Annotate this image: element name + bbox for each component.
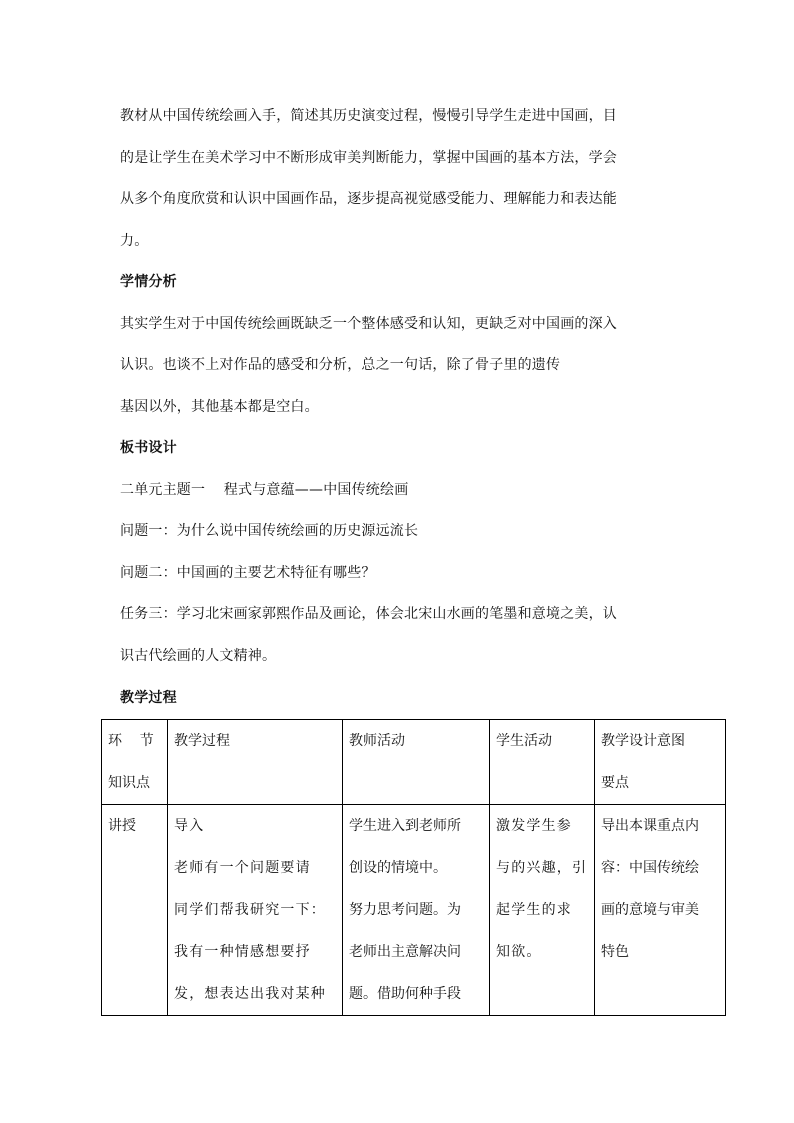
header-section-line-1: 环 节 (108, 733, 154, 749)
teacher-line-3: 努力思考问题。为 (349, 902, 461, 918)
student-line-2: 与的兴趣，引 (496, 860, 588, 876)
process-line-2: 老师有一个问题要请 (174, 860, 311, 876)
intro-line-1: 教材从中国传统绘画入手，简述其历史演变过程，慢慢引导学生走进中国画，目 (120, 108, 617, 124)
header-cell-process (168, 720, 343, 805)
cell-process (168, 805, 343, 1016)
teacher-line-1: 学生进入到老师所 (349, 818, 461, 834)
header-cell-section (102, 720, 168, 805)
student-line-4: 知欲。 (496, 944, 542, 960)
student-line-3: 起学生的求 (496, 902, 572, 918)
intro-line-2: 的是让学生在美术学习中不断形成审美判断能力，掌握中国画的基本方法，学会 (120, 150, 617, 166)
board-design-line-5: 识古代绘画的人文精神。 (120, 648, 277, 664)
learner-analysis-line-2: 认识。也谈不上对作品的感受和分析，总之一句话，除了骨子里的遗传 (120, 357, 561, 373)
header-section-line-2: 知识点 (108, 775, 150, 791)
header-student-label: 学生活动 (496, 733, 552, 749)
board-design-line-1: 二单元主题一 程式与意蕴——中国传统绘画 (120, 482, 409, 498)
header-process-label: 教学过程 (174, 733, 230, 749)
cell-section (102, 805, 168, 1016)
board-design-heading: 板书设计 (120, 440, 177, 456)
process-line-3: 同学们帮我研究一下： (174, 902, 326, 918)
learner-analysis-heading: 学情分析 (120, 274, 177, 290)
header-cell-student (490, 720, 595, 805)
header-cell-intent (595, 720, 726, 805)
process-line-4: 我有一种情感想要抒 (174, 944, 311, 960)
cell-student (490, 805, 595, 1016)
student-line-1: 激发学生参 (496, 818, 572, 834)
board-design-line-3: 问题二：中国画的主要艺术特征有哪些？ (120, 565, 376, 581)
teaching-process-table (101, 719, 726, 1016)
teacher-line-5: 题。借助何种手段 (349, 986, 461, 1002)
learner-analysis-line-1: 其实学生对于中国传统绘画既缺乏一个整体感受和认知，更缺乏对中国画的深入 (120, 316, 617, 332)
cell-intent (595, 805, 726, 1016)
process-line-5: 发，想表达出我对某种 (174, 986, 326, 1002)
board-design-line-2: 问题一：为什么说中国传统绘画的历史源远流长 (120, 523, 419, 539)
intent-line-4: 特色 (601, 944, 629, 960)
intent-line-3: 画的意境与审美 (601, 902, 699, 918)
header-intent-line-1: 教学设计意图 (601, 733, 685, 749)
teacher-line-4: 老师出主意解决问 (349, 944, 461, 960)
process-line-1: 导入 (174, 818, 205, 834)
intent-line-2: 容：中国传统绘 (601, 860, 699, 876)
header-cell-teacher (343, 720, 490, 805)
header-intent-line-2: 要点 (601, 775, 629, 791)
intro-line-3: 从多个角度欣赏和认识中国画作品，逐步提高视觉感受能力、理解能力和表达能 (120, 191, 617, 207)
teacher-line-2: 创设的情境中。 (349, 860, 447, 876)
intro-line-4: 力。 (120, 233, 149, 249)
cell-teacher (343, 805, 490, 1016)
board-design-line-4: 任务三：学习北宋画家郭熙作品及画论，体会北宋山水画的笔墨和意境之美，认 (120, 606, 617, 622)
intent-line-1: 导出本课重点内 (601, 818, 699, 834)
table-header-row (102, 720, 726, 805)
learner-analysis-line-3: 基因以外，其他基本都是空白。 (120, 399, 319, 415)
section-label: 讲授 (108, 818, 136, 834)
header-teacher-label: 教师活动 (349, 733, 405, 749)
table-row (102, 805, 726, 1016)
teaching-process-heading: 教学过程 (120, 690, 177, 706)
